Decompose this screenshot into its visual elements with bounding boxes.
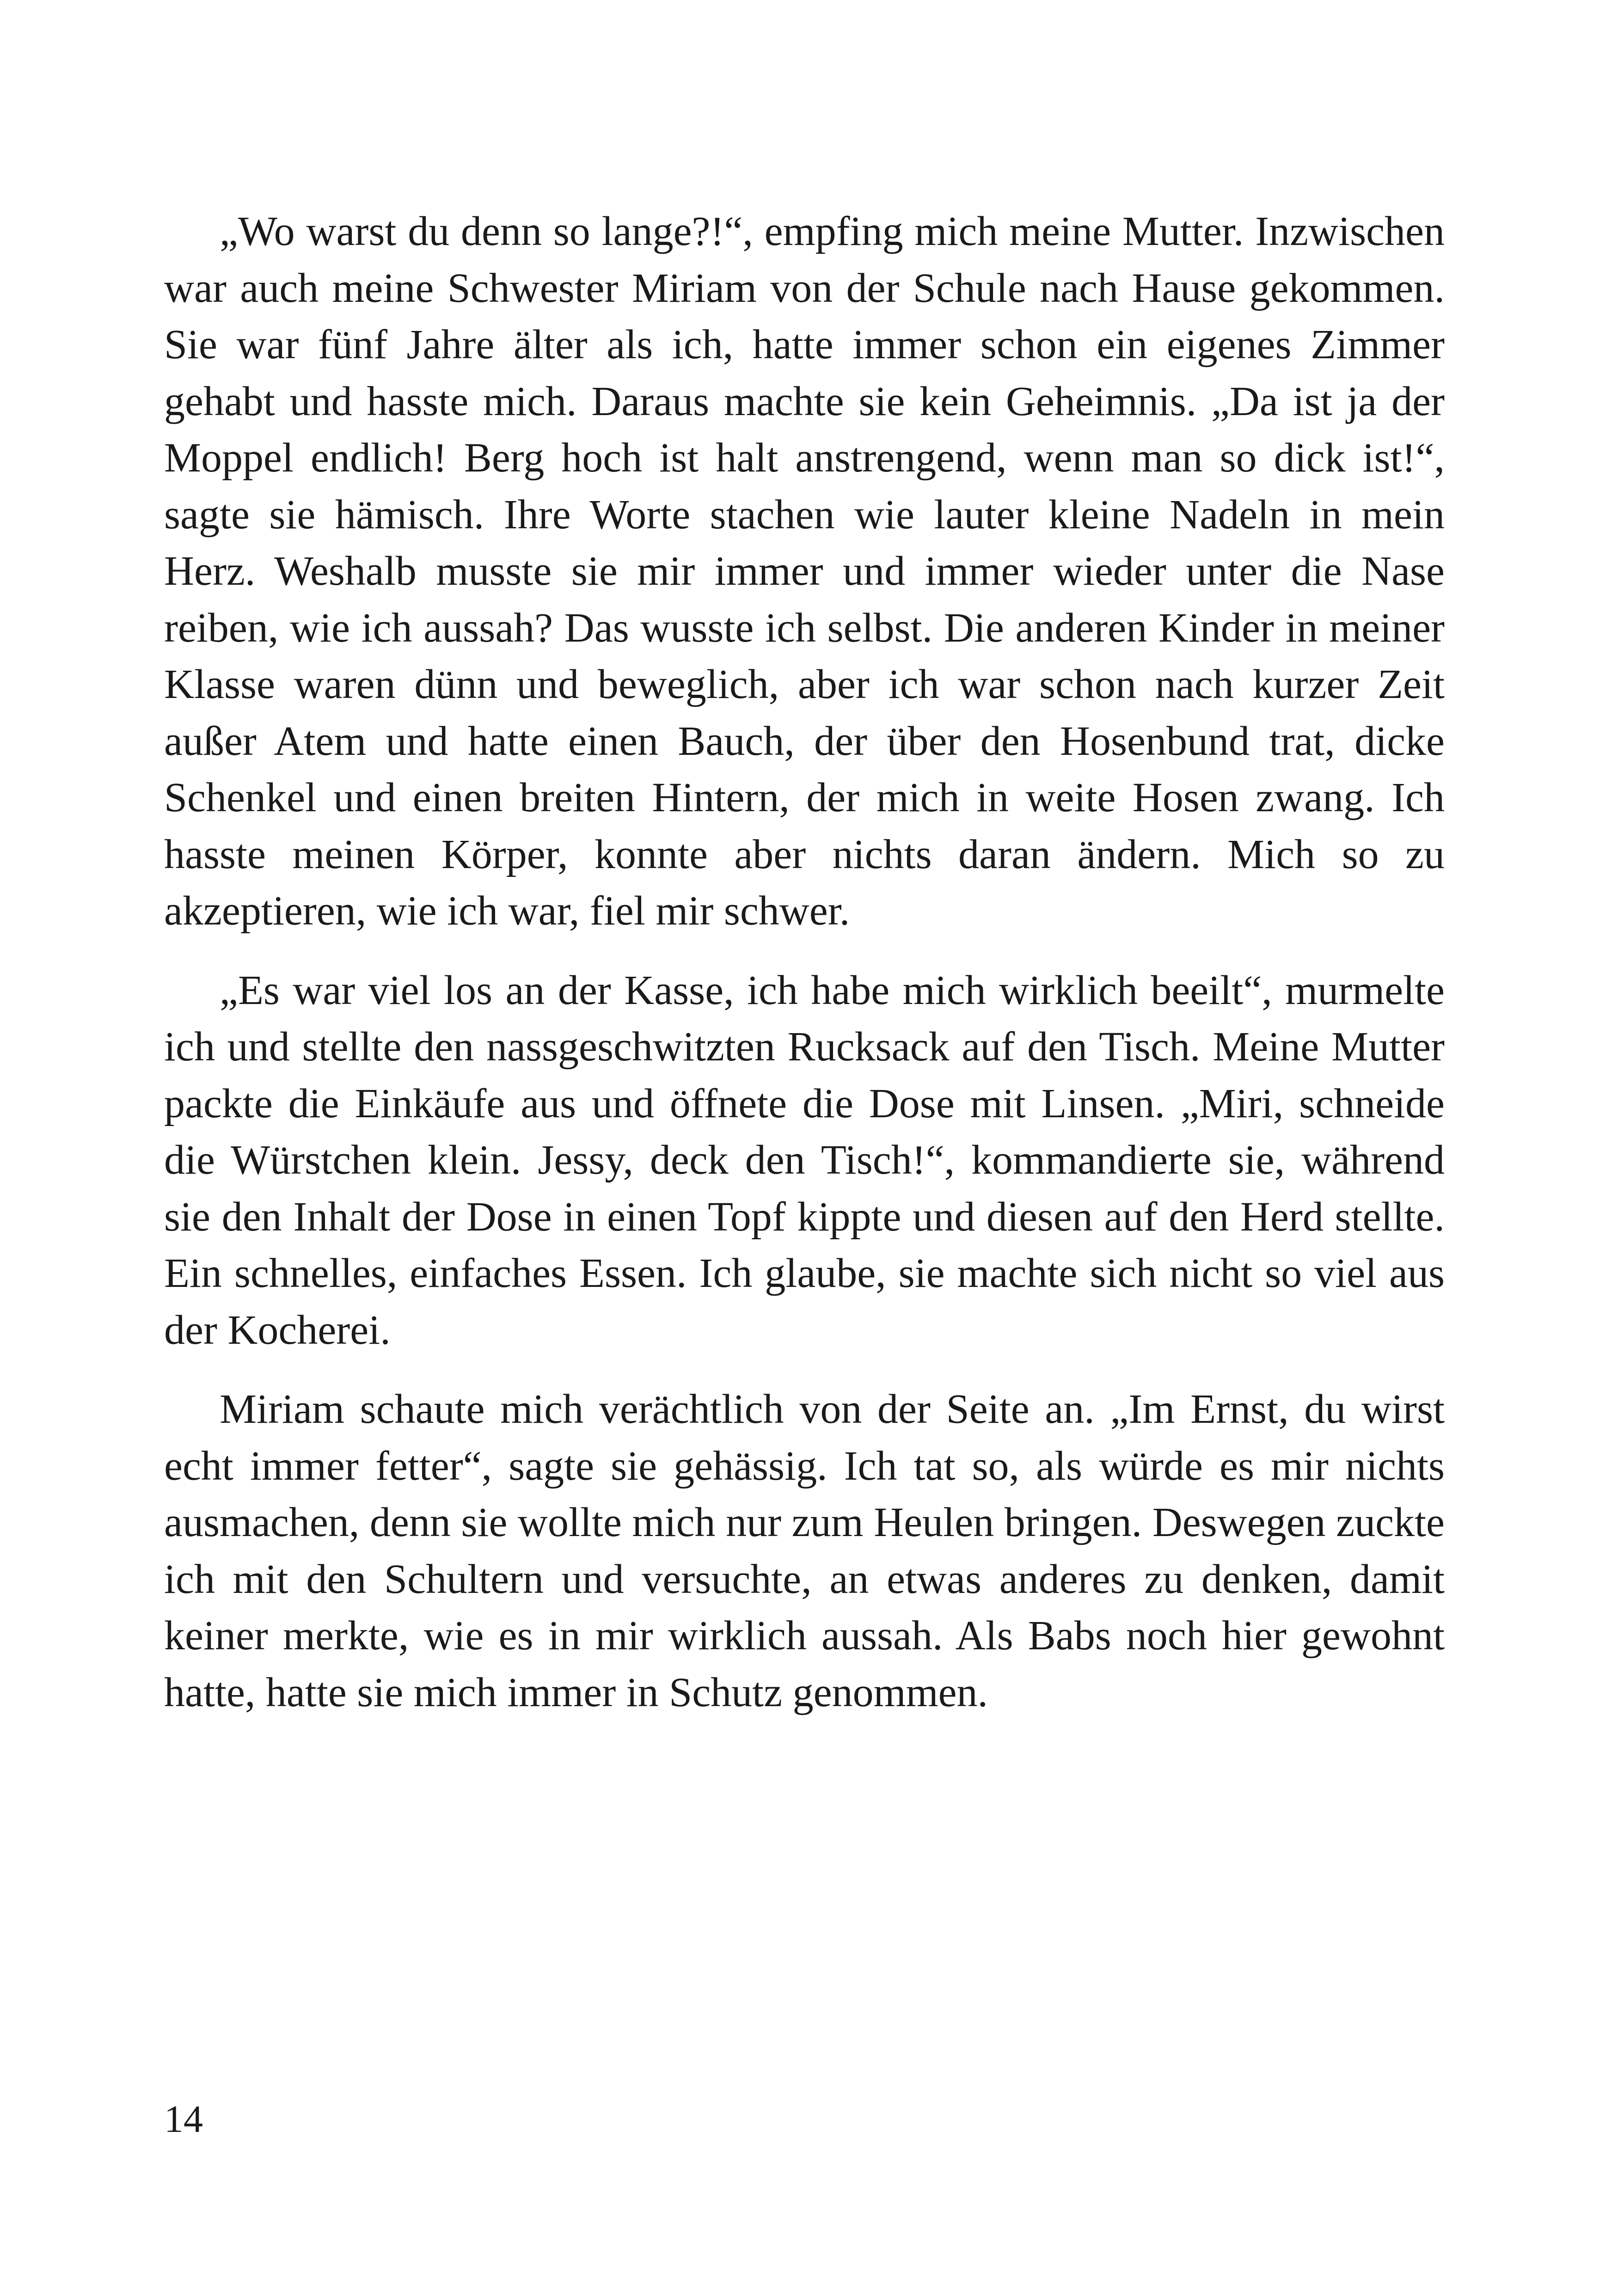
paragraph-3: Miriam schaute mich verächtlich von der Seite an. „Im Ernst, du wirst echt immer fetter“, sagte sie gehässig. Ich tat so, als würde es mir nichts ausmachen, denn sie wollte mich nur zum Heulen bringen. Deswegen zuckte ich mit den Schultern und versuchte, an etwas anderes zu denken, damit keiner merkte, wie es in mir wirklich aussah. Als Babs noch hier gewohnt hatte, hatte sie mich immer in Schutz genommen. xyxy=(164,1386,1445,1715)
paragraph-1: „Wo warst du denn so lange?!“, empfing mich meine Mutter. Inzwischen war auch meine Schwester Miriam von der Schule nach Hause gekommen. Sie war fünf Jahre älter als ich, hatte immer schon ein eigenes Zimmer gehabt und hasste mich. Daraus machte sie kein Geheimnis. „Da ist ja der Moppel endlich! Berg hoch ist halt anstrengend, wenn man so dick ist!“, sagte sie hämisch. Ihre Worte stachen wie lauter kleine Nadeln in mein Herz. Weshalb musste sie mir immer und immer wieder unter die Nase reiben, wie ich aussah? Das wusste ich selbst. Die anderen Kinder in meiner Klasse waren dünn und beweglich, aber ich war schon nach kurzer Zeit außer Atem und hatte einen Bauch, der über den Hosenbund trat, dicke Schenkel und einen breiten Hintern, der mich in weite Hosen zwang. Ich hasste meinen Körper, konnte aber nichts daran ändern. Mich so zu akzeptieren, wie ich war, fiel mir schwer. xyxy=(164,208,1445,934)
page-number: 14 xyxy=(164,2098,203,2141)
body-text xyxy=(164,203,1445,1721)
paragraph-2: „Es war viel los an der Kasse, ich habe mich wirklich beeilt“, murmelte ich und stellte den nassgeschwitzten Rucksack auf den Tisch. Meine Mutter packte die Einkäufe aus und öffnete die Dose mit Linsen. „Miri, schneide die Würstchen klein. Jessy, deck den Tisch!“, kommandierte sie, während sie den Inhalt der Dose in einen Topf kippte und diesen auf den Herd stellte. Ein schnelles, einfaches Essen. Ich glaube, sie machte sich nicht so viel aus der Kocherei. xyxy=(164,967,1445,1353)
